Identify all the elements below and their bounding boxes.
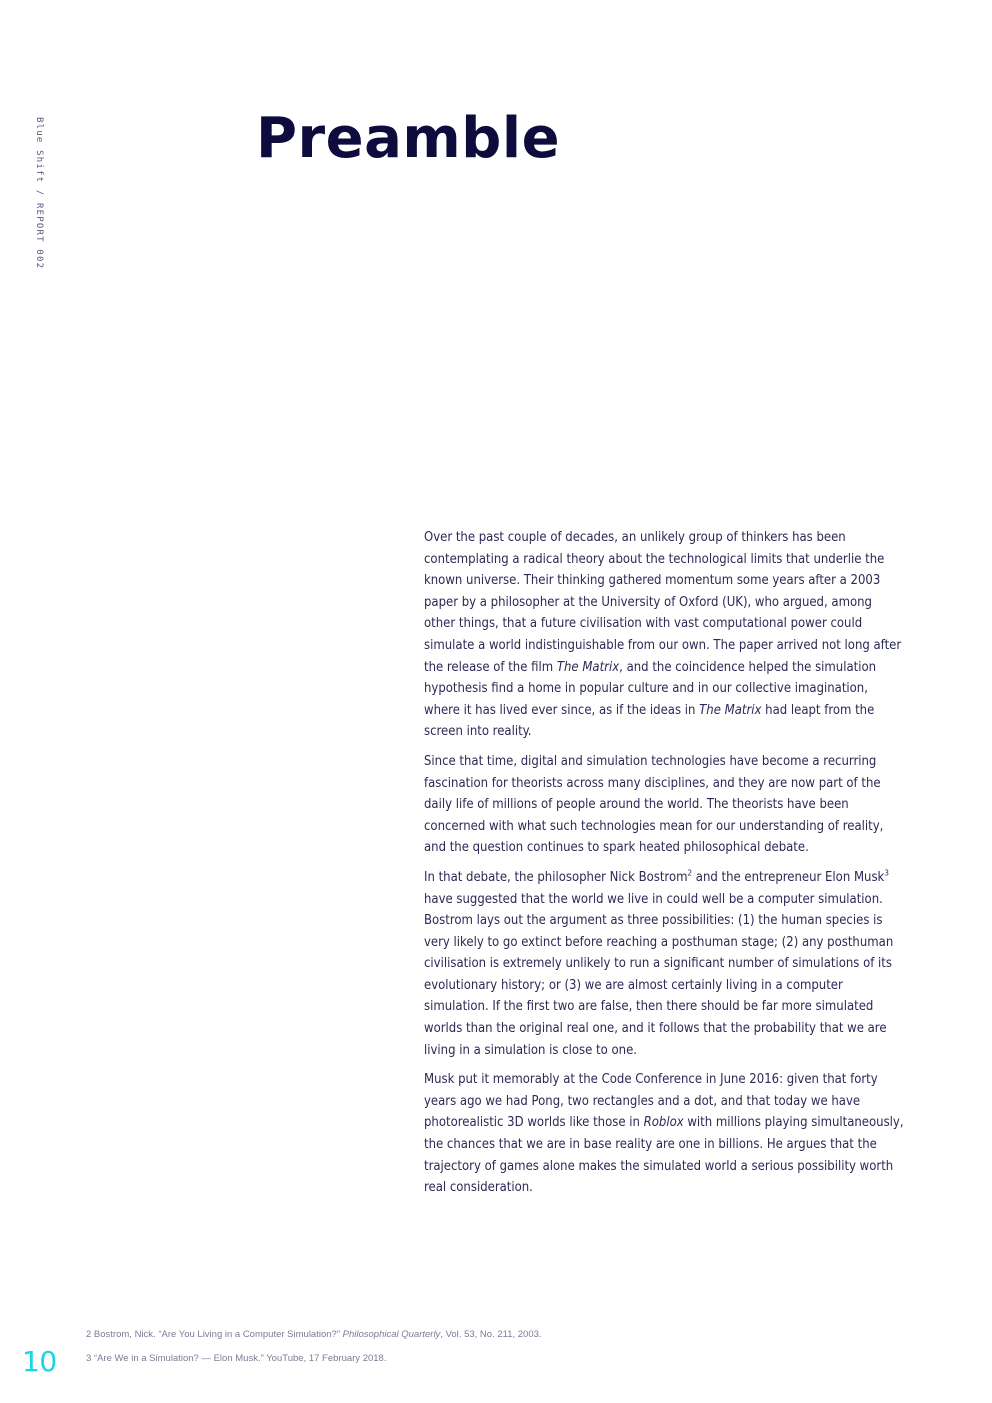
journal-title: Philosophical Quarterly xyxy=(342,1329,441,1340)
page-number: 10 xyxy=(22,1345,57,1378)
film-title: The Matrix xyxy=(556,659,620,675)
paragraph-4 xyxy=(424,1069,904,1199)
body-text xyxy=(424,527,904,1207)
paragraph-text: In that debate, the philosopher Nick Bostrom xyxy=(424,869,688,885)
paragraph-text: and the entrepreneur Elon Musk xyxy=(692,869,885,885)
footnote-text: 2 Bostrom, Nick. “Are You Living in a Computer Simulation?” xyxy=(86,1329,343,1340)
paragraph-2: Since that time, digital and simulation technologies have become a recurring fascination for theorists across many disciplines, and they are now part of the daily life of millions of people around the world. The theorists have been concerned with what such technologies mean for our understanding of reality, and the question continues to spark heated philosophical debate. xyxy=(424,753,884,856)
footnote-ref[interactable]: 2 xyxy=(687,868,693,878)
page-title: Preamble xyxy=(256,106,561,171)
footnote-ref[interactable]: 3 xyxy=(884,868,889,878)
game-title: Roblox xyxy=(643,1115,684,1131)
paragraph-3 xyxy=(424,867,904,1061)
paragraph-text: Over the past couple of decades, an unlikely group of thinkers has been contemplating a radical theory about the technological limits that underlie the known universe. Their thinking gathered momentum some years after a 2003 paper by a philosopher at the University of Oxford (UK), who argued, among other things, that a future civilisation with vast computational power could simulate a world indistinguishable from our own. The paper arrived not long after the release of the film xyxy=(424,530,902,675)
paragraph-text: have suggested that the world we live in could well be a computer simulation. Bostrom lays out the argument as three possibilities: (1) the human species is very likely to go extinct before reaching a posthuman stage; (2) any posthuman civilisation is extremely unlikely to run a significant number of simulations of its evolutionary history; or (3) we are almost certainly living in a computer simulation. If the first two are false, then there should be far more simulated worlds than the original real one, and it follows that the probability that we are living in a simulation is close to one. xyxy=(424,891,894,1058)
report-label: Blue Shift / REPORT 002 xyxy=(34,117,44,270)
paragraph-text: Musk put it memorably at the Code Conference in June 2016: given that forty years ago we had Pong, two rectangles and a dot, and that today we have photorealistic 3D worlds like those in xyxy=(424,1072,878,1131)
film-title: The Matrix xyxy=(699,702,762,718)
paragraph-text: , and the coincidence helped the simulation hypothesis find a home in popular culture and in our collective imagination, where it has lived ever since, as if the ideas in xyxy=(424,659,877,718)
footnote-3: 3 “Are We in a Simulation? — Elon Musk.” YouTube, 17 February 2018. xyxy=(86,1353,387,1364)
paragraph-text: had leapt from the screen into reality. xyxy=(424,702,875,740)
footnotes xyxy=(86,1329,542,1377)
paragraph-text: with millions playing simultaneously, the chances that we are in base reality are one in billions. He argues that the trajectory of games alone makes the simulated world a serious possibility worth real consideration. xyxy=(424,1115,904,1196)
footnote-text: , Vol. 53, No. 211, 2003. xyxy=(440,1329,542,1340)
footnote-2 xyxy=(86,1329,542,1340)
paragraph-1 xyxy=(424,527,904,743)
